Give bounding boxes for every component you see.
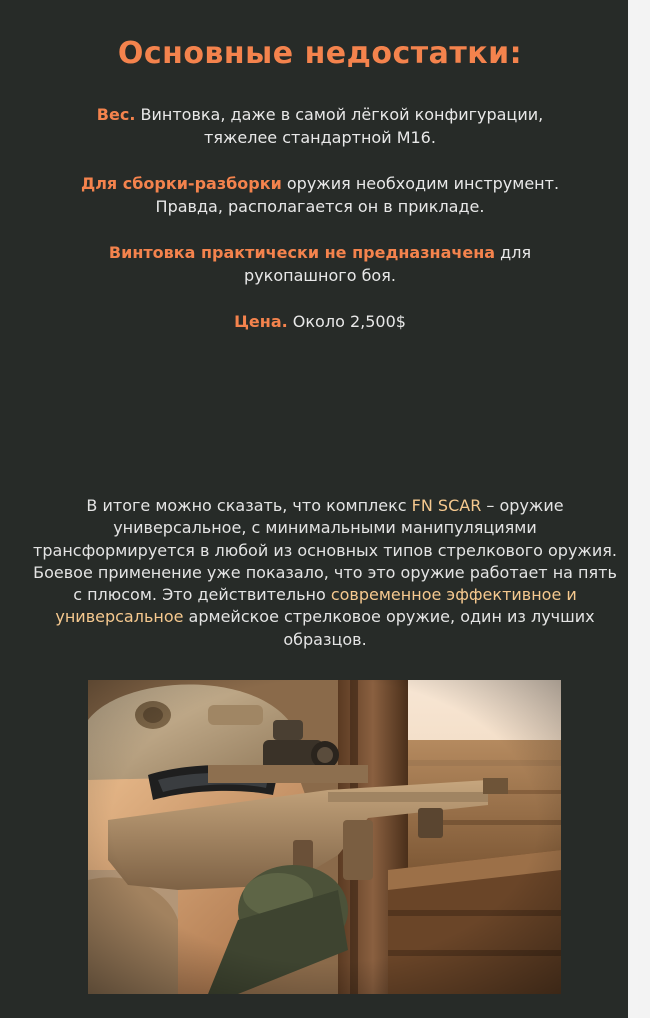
modern-weapon-link[interactable]: современное эффективное и универсальное xyxy=(55,585,577,627)
drawback-price-lead: Цена. xyxy=(234,312,288,331)
drawback-weight xyxy=(0,103,628,149)
drawbacks-list xyxy=(0,103,628,356)
soldier-rifle-illustration xyxy=(88,680,561,994)
summary-text-3: армейское стрелковое оружие, один из лучших образцов. xyxy=(183,607,595,649)
drawback-assembly-lead: Для сборки-разборки xyxy=(80,174,282,193)
summary-paragraph xyxy=(30,495,620,651)
summary-text-2: – оружие универсальное, с минимальными манипуляциями трансформируется в любой из основных типов стрелкового оружия. Боевое применение уже показало, что это оружие работает на пять с плюсом. Это действительно xyxy=(33,496,617,605)
drawback-assembly-text-2: Правда, располагается он в прикладе. xyxy=(155,197,485,216)
drawback-melee-text-2: рукопашного боя. xyxy=(244,266,396,285)
drawback-weight-text-2: тяжелее стандартной М16. xyxy=(204,128,436,147)
drawback-price-text-1: Около 2,500$ xyxy=(287,312,406,331)
drawback-melee-text-1: для xyxy=(495,243,532,262)
drawback-price xyxy=(0,310,628,333)
drawback-weight-lead: Вес. xyxy=(96,105,136,124)
summary-text-1: В итоге можно сказать, что комплекс xyxy=(86,496,412,515)
drawback-assembly-text-1: оружия необходим инструмент. xyxy=(281,174,560,193)
soldier-rifle-photo xyxy=(88,680,561,994)
fn-scar-link[interactable]: FN SCAR xyxy=(411,496,482,515)
drawback-melee xyxy=(0,241,628,287)
drawback-melee-lead: Винтовка практически не предназначена xyxy=(108,243,496,262)
drawback-assembly xyxy=(0,172,628,218)
section-title: Основные недостатки: xyxy=(117,36,523,71)
drawback-weight-text-1: Винтовка, даже в самой лёгкой конфигурации, xyxy=(135,105,544,124)
